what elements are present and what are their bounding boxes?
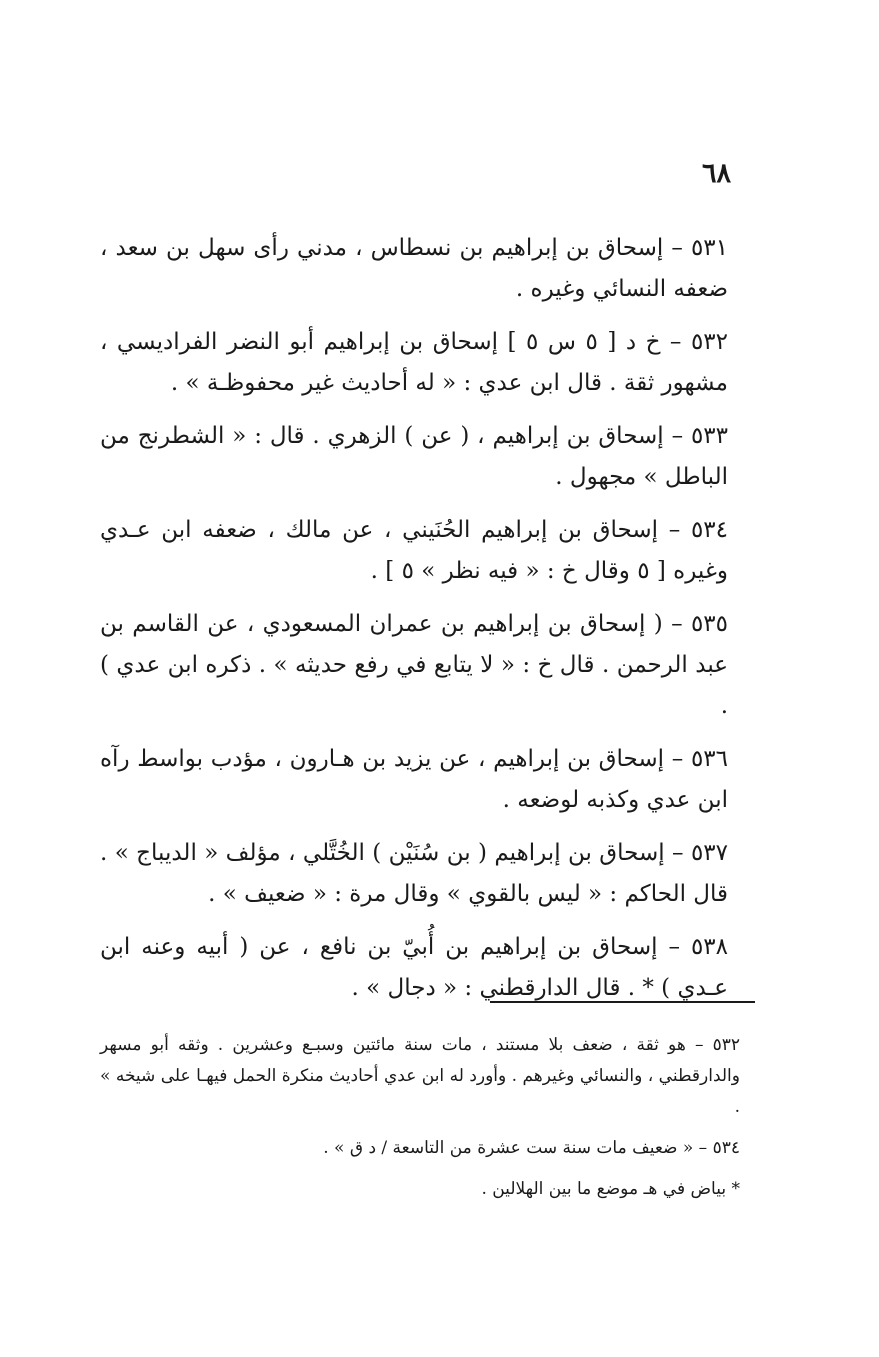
entries-list (100, 228, 728, 1021)
entry-536: ٥٣٦ – إسحاق بن إبراهيم ، عن يزيد بن هـارون ، مؤدب بواسط رآه ابن عدي وكذبه لوضعه . (100, 746, 728, 813)
entry-538: ٥٣٨ – إسحاق بن إبراهيم بن أُبيّ بن نافع ، عن ( أبيه وعنه ابن عـدي ) * . قال الدارقطني : « دجال » . (100, 934, 728, 1001)
entry-535: ٥٣٥ – ( إسحاق بن إبراهيم بن عمران المسعودي ، عن القاسم بن عبد الرحمن . قال خ : « لا يتابع في رفع حديثه » . ذكره ابن عدي ) . (100, 611, 728, 719)
entry-533: ٥٣٣ – إسحاق بن إبراهيم ، ( عن ) الزهري . قال : « الشطرنج من الباطل » مجهول . (100, 423, 728, 490)
footnote-532: ٥٣٢ – هو ثقة ، ضعف بلا مستند ، مات سنة مائتين وسبـع وعشرين . وثقه أبو مسهر والدارقطني ، والنسائي وغيرهم . وأورد له ابن عدي أحاديث منكرة الحمل فيهـا على شيخه » . (100, 1035, 740, 1117)
footnotes (100, 1030, 740, 1215)
entry-531: ٥٣١ – إسحاق بن إبراهيم بن نسطاس ، مدني رأى سهل بن سعد ، ضعفه النسائي وغيره . (100, 235, 728, 302)
entry-534: ٥٣٤ – إسحاق بن إبراهيم الحُنَيني ، عن مالك ، ضعفه ابن عـدي وغيره [ ٥ وقال خ : « فيه نظر » ٥ ] . (100, 517, 728, 584)
footnote-534: ٥٣٤ – « ضعيف مات سنة ست عشرة من التاسعة / د ق » . (323, 1138, 740, 1158)
page-number: ٦٨ (701, 158, 731, 189)
entry-532: ٥٣٢ – خ د [ ٥ س ٥ ] إسحاق بن إبراهيم أبو النضر الفراديسي ، مشهور ثقة . قال ابن عدي : « له أحاديث غير محفوظـة » . (100, 329, 729, 396)
entry-537: ٥٣٧ – إسحاق بن إبراهيم ( بن سُنَيْن ) الخُتَّلي ، مؤلف « الديباج » . قال الحاكم : « ليس بالقوي » وقال مرة : « ضعيف » . (100, 840, 728, 907)
footnote-divider (490, 1001, 755, 1003)
footnote-asterisk: * بياض في هـ موضع ما بين الهلالين . (481, 1179, 740, 1199)
